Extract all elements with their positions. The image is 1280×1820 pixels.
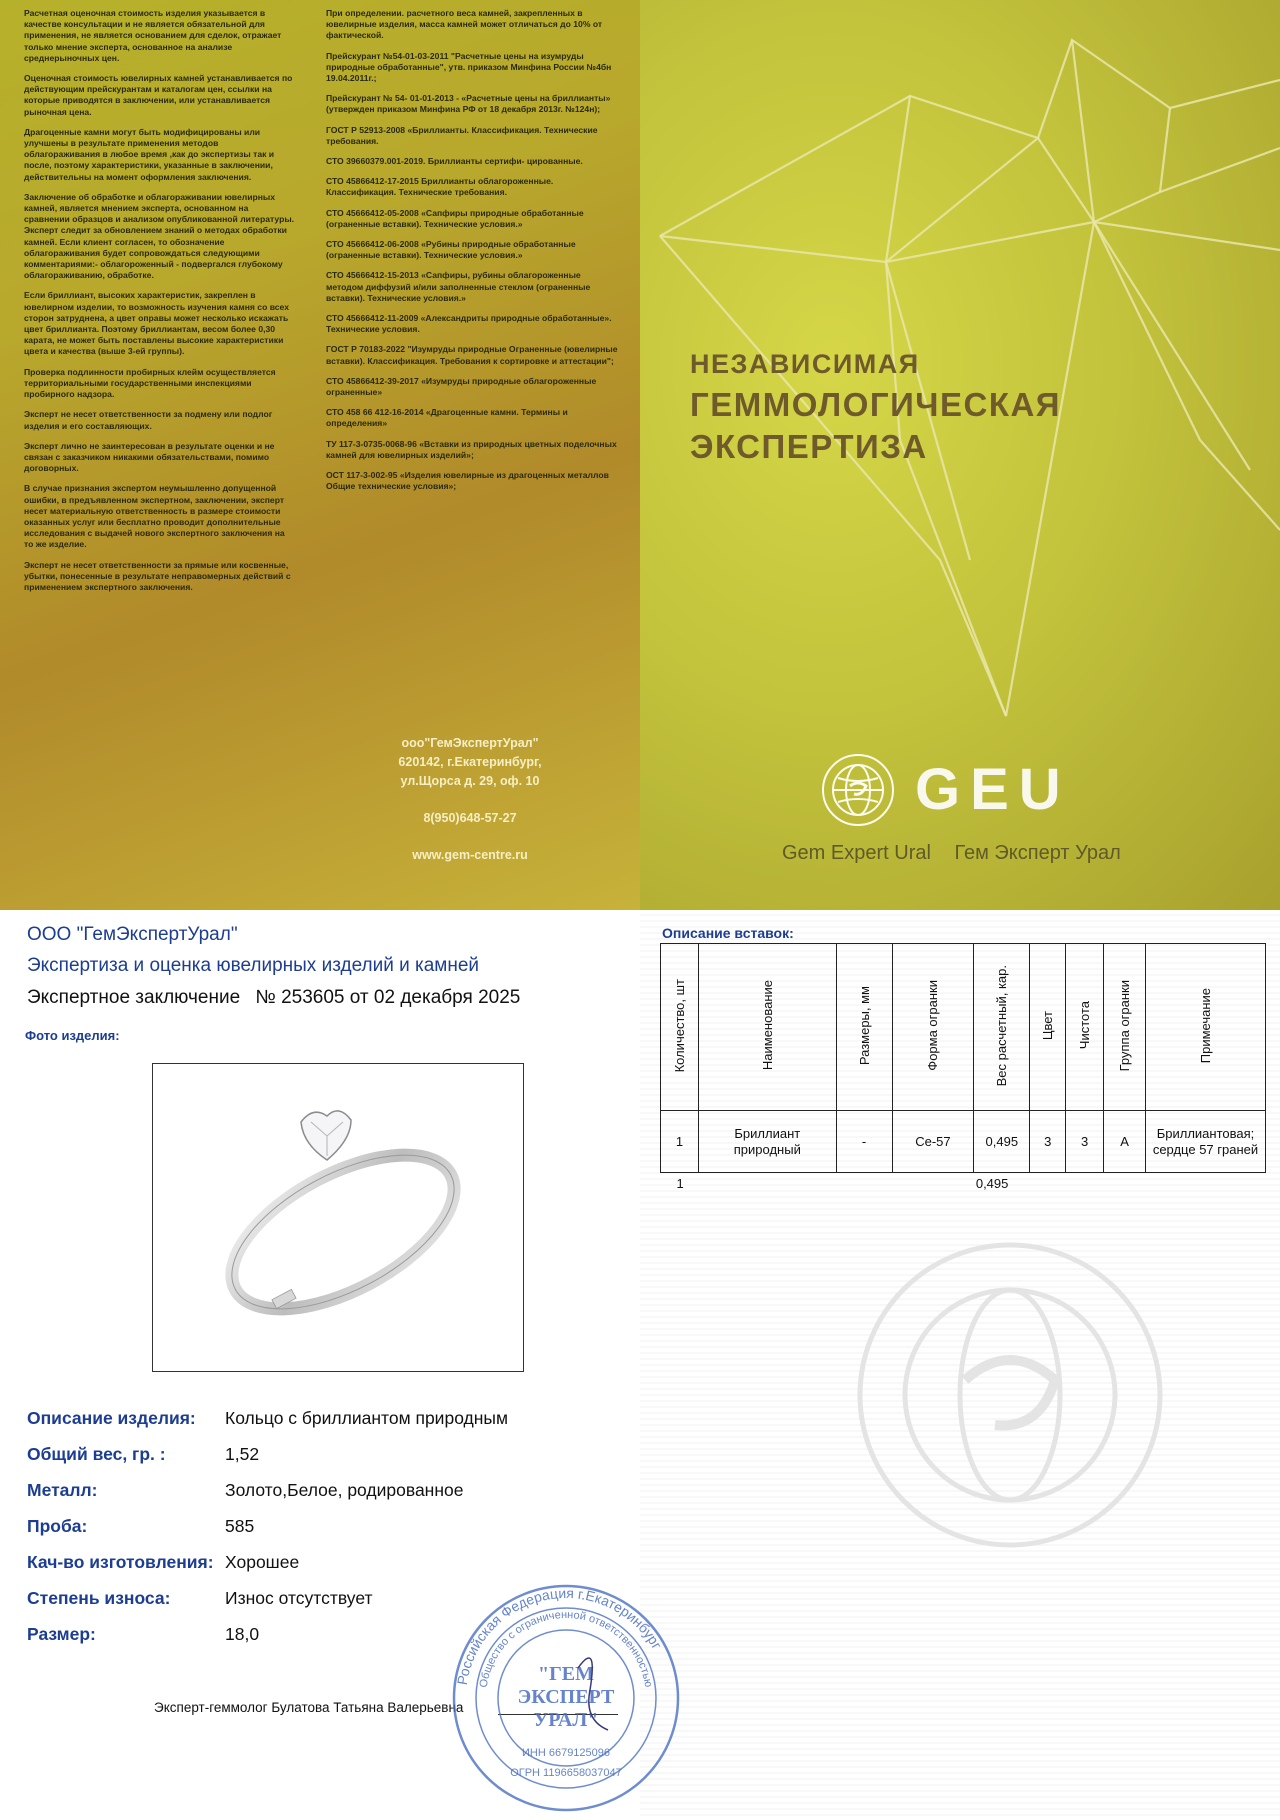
contacts-block bbox=[340, 734, 600, 865]
standard-paragraph: Прейскурант №54-01-03-2011 "Расчетные цены на изумруды природные обработанные", утв. приказом Минфина России №4бн 19.04.2011г.; bbox=[326, 50, 612, 84]
contacts-company: ooo"ГемЭкспертУрал" bbox=[401, 736, 539, 750]
property-label: Общий вес, гр. : bbox=[27, 1444, 166, 1464]
column-header bbox=[974, 944, 1030, 1111]
standard-paragraph: ГОСТ Р 52913-2008 «Бриллианты. Классификация. Технические требования. bbox=[326, 124, 598, 146]
property-label: Кач-во изготовления: bbox=[27, 1552, 214, 1572]
watermark-globe-icon bbox=[845, 1230, 1175, 1560]
terms-paragraph: Если бриллиант, высоких характеристик, закреплен в ювелирном изделии, то возможность изучения камня со всех сторон затруднена, а цвет оправы может несколько искажать цвет бриллианта. Поэтому бриллиантам, весом более 0,30 карата, не может быть поставлены высокие характеристики цвета и качества (выше 3-ей группы). bbox=[24, 290, 289, 357]
ring-image bbox=[153, 1064, 525, 1373]
column-header-label: Цвет bbox=[1040, 1010, 1056, 1041]
table-cell: A bbox=[1104, 1111, 1146, 1173]
table-cell: 0,495 bbox=[974, 1111, 1030, 1173]
column-header-label: Вес расчетный, кар. bbox=[994, 964, 1010, 1087]
terms-column bbox=[24, 8, 296, 602]
terms-paragraph: Расчетная оценочная стоимость изделия указывается в качестве консультации и не является обязательной для применения, не является основанием для сделок, отражает только мнение эксперта, основанное на анализе среднерыночных цен. bbox=[24, 8, 282, 63]
terms-paragraph: Драгоценные камни могут быть модифицированы или улучшены в результате применения методов облагораживания в любое время ,как до экспертизы так и после, поэтому характеристики, указанные в заключении, действительны на момент оформления заключения. bbox=[24, 126, 275, 182]
logo-subtitle-en: Gem Expert Ural bbox=[782, 842, 931, 864]
standard-paragraph: СТО 39660379.001-2019. Бриллианты сертифи- цированные. bbox=[326, 156, 583, 167]
standard-paragraph: СТО 45666412-15-2013 «Сапфиры, рубины облагороженные методом диффузий и/или заполненные стеклом (ограненные вставки). Технические условия.» bbox=[326, 270, 591, 303]
stamp-center-1: "ГЕМ bbox=[537, 1663, 595, 1685]
contacts-address-2: ул.Щорса д. 29, оф. 10 bbox=[400, 774, 540, 788]
title-line-3: ЭКСПЕРТИЗА bbox=[690, 428, 928, 465]
title-line-1: НЕЗАВИСИМАЯ bbox=[690, 349, 920, 379]
column-header bbox=[836, 944, 892, 1111]
report-number: № 253605 от 02 декабря 2025 bbox=[255, 987, 521, 1008]
property-row bbox=[27, 1516, 587, 1552]
standard-paragraph: СТО 45666412-06-2008 «Рубины природные обработанные (ограненные вставки). Технические условия.» bbox=[326, 239, 576, 261]
property-row bbox=[27, 1408, 587, 1444]
company-stamp bbox=[448, 1580, 684, 1816]
property-value: Золото,Белое, родированное bbox=[225, 1480, 464, 1500]
logo-subtitle-ru: Гем Эксперт Урал bbox=[954, 842, 1121, 864]
column-header-label: Наименование bbox=[759, 980, 775, 1071]
table-cell: 3 bbox=[1066, 1111, 1104, 1173]
table-cell: 1 bbox=[661, 1111, 699, 1173]
standard-paragraph: СТО 45666412-11-2009 «Александриты природные обработанные». Технические условия. bbox=[326, 313, 612, 335]
table-cell: Се-57 bbox=[892, 1111, 974, 1173]
totals-row bbox=[661, 1173, 1266, 1195]
terms-paragraph: Эксперт лично не заинтересован в результате оценки и не связан с заказчиком никакими обязательствами, помимо договорных. bbox=[24, 440, 275, 474]
title-line-2: ГЕММОЛОГИЧЕСКАЯ bbox=[690, 386, 1062, 423]
property-label: Степень износа: bbox=[27, 1588, 171, 1608]
total-spacer bbox=[1104, 1173, 1146, 1195]
terms-paragraph: Эксперт не несет ответственности за подмену или подлог изделия и его составляющих. bbox=[24, 409, 273, 431]
standard-paragraph: Прейскурант № 54- 01-01-2013 - «Расчетные цены на бриллианты» (утвержден приказом Минфина РФ от 18 декабря 2013г. №124н); bbox=[326, 93, 611, 115]
table-row bbox=[661, 1111, 1266, 1173]
inserts-header-row bbox=[661, 944, 1266, 1111]
photo-label: Фото изделия: bbox=[25, 1028, 120, 1043]
standard-paragraph: СТО 45866412-17-2015 Бриллианты облагороженные. Классификация. Технические требования. bbox=[326, 176, 554, 198]
property-row bbox=[27, 1480, 587, 1516]
stamp-outer-text: Российская Федерация г.Екатеринбург bbox=[453, 1584, 666, 1686]
logo-subtitle bbox=[782, 842, 1139, 865]
terms-paragraph: Оценочная стоимость ювелирных камней устанавливается по действующим прейскурантам и каталогам цен, ссылки на которые приводятся в заключении, или устанавливается рыночная цена. bbox=[24, 73, 293, 117]
expert-signature-line: Эксперт-геммолог Булатова Татьяна Валерьевна bbox=[154, 1700, 464, 1715]
brochure-title bbox=[690, 346, 1061, 467]
property-row bbox=[27, 1444, 587, 1480]
inserts-table bbox=[660, 943, 1266, 1195]
table-cell: - bbox=[836, 1111, 892, 1173]
property-label: Описание изделия: bbox=[27, 1408, 196, 1428]
stamp-ogrn: ОГРН 1196658037047 bbox=[510, 1767, 622, 1779]
stamp-center-3: УРАЛ" bbox=[533, 1709, 599, 1731]
property-value: 585 bbox=[225, 1516, 255, 1536]
table-cell: 3 bbox=[1030, 1111, 1066, 1173]
standard-paragraph: При определении. расчетного веса камней, закрепленных в ювелирные изделия, масса камней может отличаться до 10% от фактической. bbox=[326, 8, 603, 41]
table-cell: Бриллиант природный bbox=[698, 1111, 836, 1173]
column-header bbox=[1104, 944, 1146, 1111]
column-header-label: Чистота bbox=[1077, 1001, 1093, 1050]
contacts-site: www.gem-centre.ru bbox=[412, 848, 528, 862]
terms-paragraph: В случае признания экспертом неумышленно допущенной ошибки, в предъявленном экспертном, заключении, эксперт несет материальную ответственность в размере стоимости оказанных услуг или бесплатно проводит дополнительные исследования с выдачей нового экспертного заключения на то же изделие. bbox=[24, 483, 285, 550]
property-value: 1,52 bbox=[225, 1444, 260, 1464]
terms-paragraph: Заключение об обработке и облагораживании ювелирных камней, является мнением эксперта, основанном на сравнении образцов и анализом опубликованной литературы. Эксперт следит за обновлением знаний о методах обработки камней. Если клиент согласен, то обозначение облагораживания будет сопровождаться следующими комментариями:- облагороженный - подвергался глубокому облагораживанию, обработке. bbox=[24, 191, 295, 281]
logo-wordmark: GEU bbox=[915, 757, 1071, 822]
standard-paragraph: СТО 458 66 412-16-2014 «Драгоценные камни. Термины и определения» bbox=[326, 407, 568, 429]
column-header bbox=[1066, 944, 1104, 1111]
property-label: Размер: bbox=[27, 1624, 96, 1644]
total-spacer bbox=[1145, 1173, 1265, 1195]
terms-paragraph: Проверка подлинности пробирных клейм осуществляется территориальными государственными инспекциями пробирного надзора. bbox=[24, 366, 276, 400]
stamp-inn: ИНН 6679125096 bbox=[521, 1747, 611, 1759]
column-header bbox=[698, 944, 836, 1111]
certificate-company: ООО "ГемЭкспертУрал" bbox=[27, 924, 238, 945]
item-photo bbox=[152, 1063, 524, 1372]
column-header-label: Размеры, мм bbox=[856, 985, 872, 1066]
standards-column bbox=[326, 8, 618, 502]
total-spacer bbox=[1066, 1173, 1104, 1195]
column-header bbox=[892, 944, 974, 1111]
column-header-label: Группа огранки bbox=[1117, 979, 1133, 1072]
total-weight: 0,495 bbox=[975, 1175, 1009, 1191]
report-label: Экспертное заключение bbox=[27, 987, 241, 1008]
total-spacer bbox=[698, 1173, 836, 1195]
stamp-inner-text: Общество с ограниченной ответственностью bbox=[477, 1608, 655, 1689]
report-heading bbox=[27, 987, 530, 1009]
contacts-address-1: 620142, г.Екатеринбург, bbox=[398, 755, 542, 769]
stamp-center-2: ЭКСПЕРТ bbox=[517, 1686, 615, 1708]
column-header bbox=[661, 944, 699, 1111]
standard-paragraph: ТУ 117-3-0735-0068-96 «Вставки из природных цветных поделочных камней для ювелирных изделий»; bbox=[326, 438, 617, 460]
total-spacer bbox=[836, 1173, 892, 1195]
property-value: 18,0 bbox=[225, 1624, 260, 1644]
globe-logo-icon bbox=[820, 752, 896, 828]
certificate-subtitle: Экспертиза и оценка ювелирных изделий и камней bbox=[27, 955, 480, 976]
property-value: Хорошее bbox=[225, 1552, 300, 1572]
column-header-label: Примечание bbox=[1197, 987, 1213, 1064]
column-header-label: Форма огранки bbox=[925, 980, 941, 1071]
column-header bbox=[1030, 944, 1066, 1111]
standard-paragraph: СТО 45866412-39-2017 «Изумруды природные облагороженные ограненные» bbox=[326, 375, 597, 398]
total-count: 1 bbox=[676, 1175, 684, 1191]
property-value: Кольцо с бриллиантом природным bbox=[225, 1408, 509, 1428]
property-label: Проба: bbox=[27, 1516, 88, 1536]
total-spacer bbox=[1030, 1173, 1066, 1195]
standard-paragraph: ОСТ 117-3-002-95 «Изделия ювелирные из драгоценных металлов Общие технические условия»; bbox=[326, 470, 609, 492]
standard-paragraph: СТО 45666412-05-2008 «Сапфиры природные обработанные (ограненные вставки). Технические условия.» bbox=[326, 207, 584, 229]
terms-paragraph: Эксперт не несет ответственности за прямые или косвенные, убытки, понесенные в результате неправомерных действий с применением экспертного заключения. bbox=[24, 559, 291, 592]
table-cell: Бриллиантовая; сердце 57 граней bbox=[1145, 1111, 1265, 1173]
brochure-left-panel bbox=[0, 0, 640, 910]
standard-paragraph: ГОСТ Р 70183-2022 "Изумруды природные Ограненные (ювелирные вставки). Классификация. Требования к сортировке и аттестации"; bbox=[326, 344, 618, 366]
total-spacer bbox=[892, 1173, 974, 1195]
contacts-phone: 8(950)648-57-27 bbox=[423, 811, 517, 825]
property-value: Износ отсутствует bbox=[225, 1588, 373, 1608]
column-header bbox=[1145, 944, 1265, 1111]
inserts-title: Описание вставок: bbox=[662, 925, 794, 941]
column-header-label: Количество, шт bbox=[671, 978, 687, 1073]
property-label: Металл: bbox=[27, 1480, 98, 1500]
